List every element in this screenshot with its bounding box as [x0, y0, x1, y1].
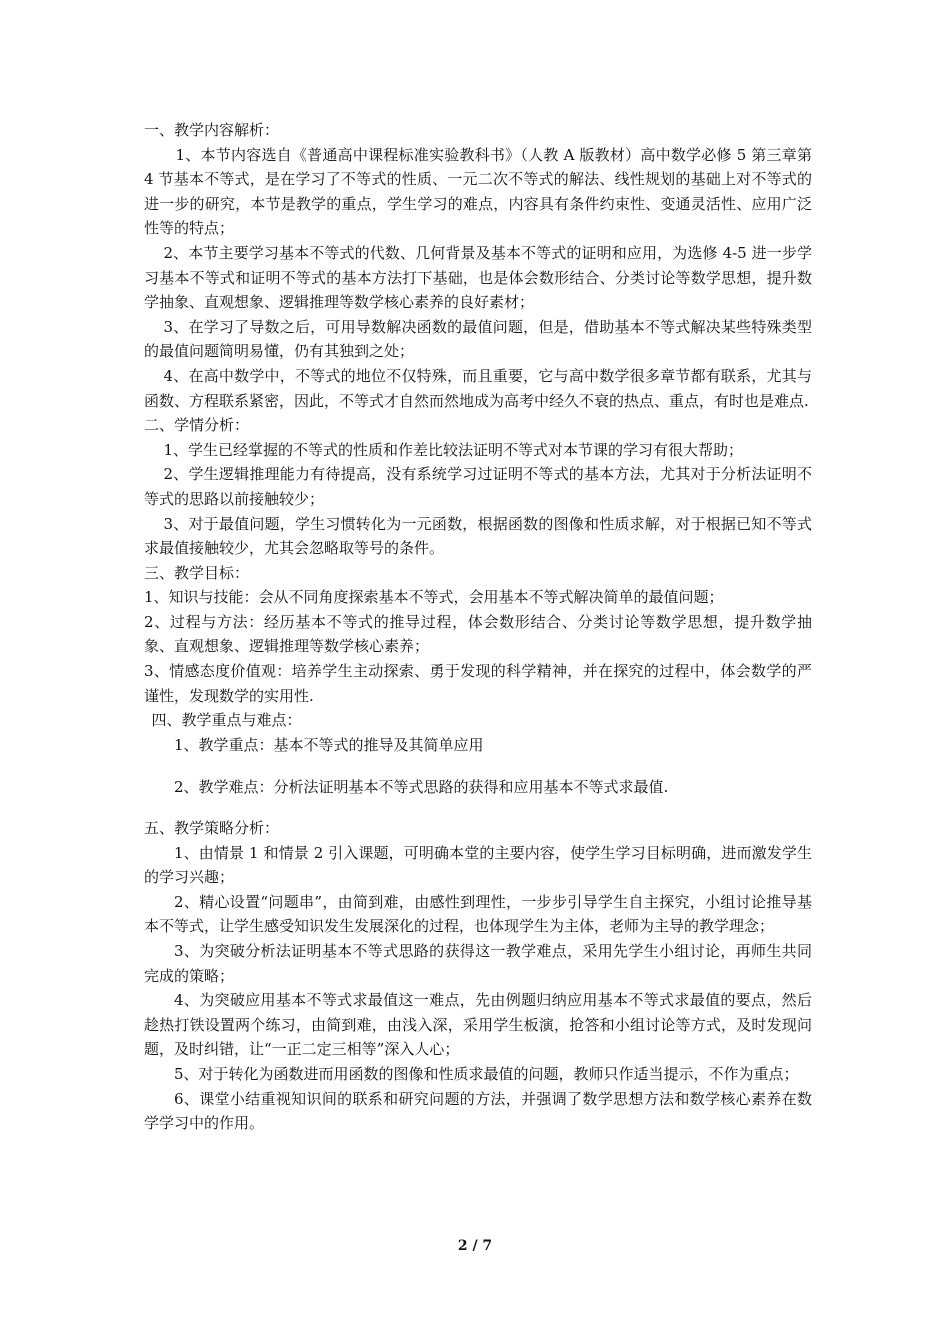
- section-4-heading: 四、教学重点与难点：: [151, 711, 302, 730]
- section-3-paragraph-3: 3、情感态度价值观：培养学生主动探索、勇于发现的科学精神，并在探究的过程中，体会数学的严谨性，发现数学的实用性.: [144, 662, 812, 705]
- section-5-paragraph-4: 4、为突破应用基本不等式求最值这一难点，先由例题归纳应用基本不等式求最值的要点，然后趁热打铁设置两个练习，由简到难，由浅入深，采用学生板演，抢答和小组讨论等方式，及时发现问题，及时纠错，让“一正二定三相等”深入人心；: [144, 991, 812, 1059]
- document-body: [144, 118, 812, 1136]
- section-4-paragraph-1: 1、教学重点：基本不等式的推导及其简单应用: [174, 735, 484, 754]
- section-1-heading: 一、教学内容解析：: [144, 121, 280, 139]
- section-3-paragraph-1: 1、知识与技能：会从不同角度探索基本不等式，会用基本不等式解决简单的最值问题；: [144, 588, 724, 607]
- section-5-paragraph-1: 1、由情景 1 和情景 2 引入课题，可明确本堂的主要内容，使学生学习目标明确，进而激发学生的学习兴趣；: [144, 843, 812, 887]
- section-1-paragraph-4: 4、在高中数学中，不等式的地位不仅特殊，而且重要，它与高中数学很多章节都有联系，尤其与函数、方程联系紧密，因此，不等式才自然而然地成为高考中经久不衰的热点、重点，有时也是难点.: [144, 366, 812, 410]
- section-4-paragraph-2: 2、教学难点：分析法证明基本不等式思路的获得和应用基本不等式求最值.: [174, 778, 669, 797]
- section-3-heading: 三、教学目标：: [144, 563, 250, 582]
- section-5-paragraph-5: 5、对于转化为函数进而用函数的图像和性质求最值的问题，教师只作适当提示，不作为重点；: [174, 1064, 799, 1083]
- section-2-paragraph-3: 3、对于最值问题，学生习惯转化为一元函数，根据函数的图像和性质求解，对于根据已知不等式求最值接触较少，尤其会忽略取等号的条件。: [144, 514, 812, 558]
- section-1-paragraph-2: 2、本节主要学习基本不等式的代数、几何背景及基本不等式的证明和应用，为选修 4-5 进一步学习基本不等式和证明不等式的基本方法打下基础，也是体会数形结合、分类讨论等数学思想，提升数学抽象、直观想象、逻辑推理等数学核心素养的良好素材；: [144, 243, 812, 312]
- page-number: 2 / 7: [457, 1238, 493, 1254]
- section-5-paragraph-3: 3、为突破分析法证明基本不等式思路的获得这一教学难点，采用先学生小组讨论，再师生共同完成的策略；: [144, 942, 812, 985]
- section-2-heading: 二、学情分析：: [144, 416, 250, 435]
- section-2-paragraph-1: 1、学生已经掌握的不等式的性质和作差比较法证明不等式对本节课的学习有很大帮助；: [163, 440, 744, 459]
- section-5-paragraph-6: 6、课堂小结重视知识间的联系和研究问题的方法，并强调了数学思想方法和数学核心素养在数学学习中的作用。: [144, 1089, 812, 1133]
- section-3-paragraph-2: 2、过程与方法：经历基本不等式的推导过程，体会数形结合、分类讨论等数学思想，提升数学抽象、直观想象、逻辑推理等数学核心素养；: [144, 612, 812, 656]
- section-1-paragraph-3: 3、在学习了导数之后，可用导数解决函数的最值问题，但是，借助基本不等式解决某些特殊类型的最值问题简明易懂，仍有其独到之处；: [144, 317, 812, 361]
- section-1-paragraph-1: 1、本节内容选自《普通高中课程标准实验教科书》（人教 A 版教材）高中数学必修 5 第三章第 4 节基本不等式，是在学习了不等式的性质、一元二次不等式的解法、线性规划的基础上对不等式的进一步的研究，本节是教学的重点，学生学习的难点，内容具有条件约束性、变通灵活性、应用广泛性等的特点；: [144, 145, 812, 238]
- section-5-paragraph-2: 2、精心设置“问题串”，由简到难，由感性到理性，一步步引导学生自主探究，小组讨论推导基本不等式，让学生感受知识发生发展深化的过程，也体现学生为主体，老师为主导的教学理念；: [144, 892, 812, 936]
- section-2-paragraph-2: 2、学生逻辑推理能力有待提高，没有系统学习过证明不等式的基本方法，尤其对于分析法证明不等式的思路以前接触较少；: [144, 465, 812, 508]
- section-5-heading: 五、教学策略分析：: [144, 819, 280, 838]
